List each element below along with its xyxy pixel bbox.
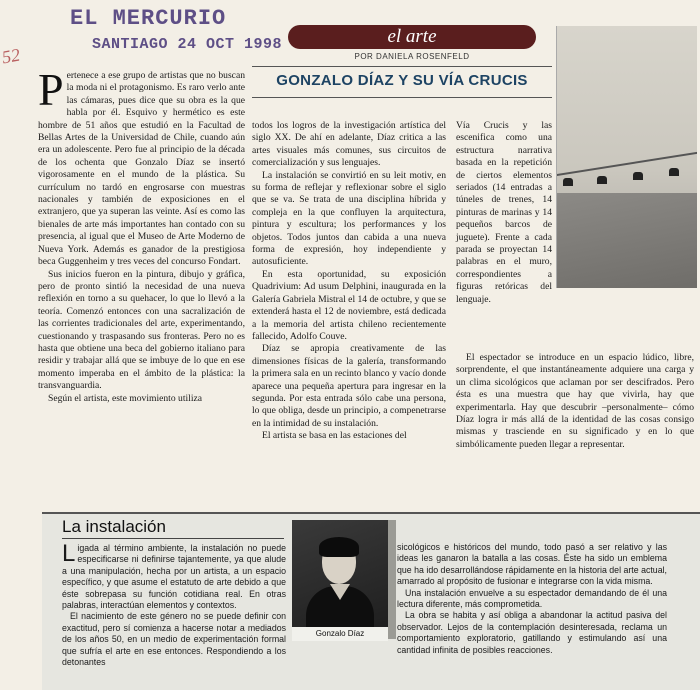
article-dropcap: P	[38, 64, 64, 115]
article-column-3	[456, 120, 552, 306]
article-column-2	[252, 120, 446, 443]
date-stamp: SANTIAGO 24 OCT 1998	[92, 36, 283, 53]
article-paragraph: El espectador se introduce en un espacio lúdico, libre, sorprendente, el que instantáneamente adquiere una carga y un clima sicológicos que aclaman por ser descifrados. Pero ésta es una muestra que hay que vivirla, hay que experimentarla. Hay que descubrir –personalmente– cómo Díaz logra ir más allá de la identidad de las cosas consigo mismas y trasciende en su significado y en lo que simbólicamente pueden llegar a representar.	[456, 352, 694, 450]
headline-rule	[252, 97, 552, 98]
article-column-3-wide	[456, 352, 694, 451]
photo-toy-boat	[669, 168, 679, 176]
article-paragraph: ertenece a ese grupo de artistas que no buscan la moda ni el protagonismo. Es raro verlo ante las cámaras, pues dice que su obra es la que habla por él. Esquivo y hermético es este hombre de 51 años que estudió en la Facultad de Bellas Artes de la Universidad de Chile, cuando aún era un adolescente. Pero fue al principio de la década de los ochenta que Gonzalo Díaz se insertó vigorosamente en el mundo de la plástica. Su currículum no tardó en engrosarse con muestras nacionales y también de exposiciones en el extranjero, que ya superan las veinte. Así es como las bienales de arte más importantes han contado con su presencia, al igual que el Museo de Arte Moderno de Nueva York. Además es ganador de la prestigiosa beca Guggenheim y tres veces del concurso Fondart.	[38, 70, 245, 268]
sidebar-paragraph: El nacimiento de este género no se puede definir con exactitud, pero sí comienza a hacerse notar a mediados de los años 50, en un medio de experimentación formal que sufría el arte en ese entonces. Respondiendo a los detonantes	[62, 611, 286, 668]
newspaper-stamp: EL MERCURIO	[70, 6, 227, 31]
portrait-hair	[319, 537, 359, 557]
photo-toy-boat	[563, 178, 573, 186]
article-paragraph: Sus inicios fueron en la pintura, dibujo y gráfica, pero de pronto sintió la necesidad de una nueva reflexión en torno a su quehacer, lo que lo llevó a la teoría. Comenzó entonces con una sacralización de las corrientes tradicionales del arte, experimentando, cuestionando y traspasando sus fronteras. Pero no es hasta que obtiene una beca del gobierno italiano para residir y trabajar allá que se imbuye de lo que en ese momento imperaba en el ámbito de la plástica: la transvanguardia.	[38, 268, 245, 392]
sidebar-paragraph: igada al término ambiente, la instalación no puede especificarse ni definirse tajantemente, ya que alude a una manipulación, hecha por un artista, a un espacio específico, y que asume el estatuto de arte debido a que éste sobrepasa su función cotidiana real. En otras palabras, interactúan elementos y contextos.	[62, 543, 286, 611]
article-paragraph: El artista se basa en las estaciones del	[262, 430, 407, 442]
sidebar-paragraph: La obra se habita y así obliga a abandonar la actitud pasiva del observador. Lejos de la contemplación desinteresada, reclama un comportamiento exploratorio, gatillando y estimulando así una cantidad infinita de posibles reacciones.	[397, 610, 667, 655]
section-banner: el arte	[288, 25, 536, 49]
photo-toy-boat	[597, 176, 607, 184]
article-paragraph: Vía Crucis y las escenifica como una estructura narrativa basada en la repetición de ciertos elementos seriados (14 entradas a túneles de trenes, 14 pinturas de marinas y 14 pequeños barcos de juguete). Frente a cada parada se proyectan 14 palabras en el muro, correspondientes a figuras retóricas del lenguaje.	[456, 120, 552, 305]
sidebar-column-1	[62, 540, 286, 668]
article-paragraph: todos los logros de la investigación artística del siglo XX. De ahí en adelante, Díaz critica a las artes visuales más comunes, sus circuitos de comercialización y sus lenguajes.	[252, 120, 446, 169]
handwritten-margin-mark: 52	[0, 44, 22, 68]
portrait-caption: Gonzalo Díaz	[292, 627, 388, 641]
gallery-installation-photo	[556, 26, 697, 288]
article-paragraph: Díaz se apropia creativamente de las dimensiones físicas de la galería, transformando la primera sala en un recinto blanco y vacío donde aparece una pequeña apertura para ingresar en la segunda. Por esta entrada sólo cabe una persona, lo que obliga, desde un principio, a compenetrarse en la intimidad de su instalación.	[252, 343, 446, 429]
sidebar-dropcap: L	[62, 540, 76, 567]
byline: POR DANIELA ROSENFELD	[354, 52, 470, 61]
headline-rule	[252, 66, 552, 67]
sidebar-title: La instalación	[62, 517, 166, 536]
article-paragraph: Según el artista, este movimiento utiliza	[48, 392, 202, 404]
portrait-side-shadow	[388, 520, 396, 639]
sidebar-paragraph: sicológicos e históricos del mundo, todo pasó a ser relativo y las ideas les ganaron la batalla a las cosas. Éste ha sido un emblema que ha ido desarrollándose rápidamente en la historia del arte actual, amarrado al propósito de fusionar e integrarse con la vida misma.	[397, 542, 667, 587]
article-headline: GONZALO DÍAZ Y SU VÍA CRUCIS	[276, 72, 528, 89]
photo-toy-boat	[633, 172, 643, 180]
sidebar-column-2	[397, 542, 667, 656]
sidebar-paragraph: Una instalación envuelve a su espectador demandando de él una lectura diferente, más comprometida.	[397, 587, 667, 610]
article-paragraph: La instalación se convirtió en su leit motiv, en su forma de reflejar y reflexionar sobre el siglo que se va. Se trata de una disciplina híbrida y compleja en la que confluyen la arquitectura, pintura y escultura; los performances y los objetos. Todos juntos dan cabida a una nueva forma de expresión, hoy independiente y autosuficiente.	[252, 169, 446, 268]
article-column-1	[38, 64, 245, 405]
article-paragraph: En esta oportunidad, su exposición Quadrivium: Ad usum Delphini, inaugurada en la Galería Gabriela Mistral el 14 de octubre, y que se extenderá hasta el 12 de noviembre, está dedicada a la memoria del artista chileno recientemente fallecido, Adolfo Couve.	[252, 268, 446, 342]
artist-portrait	[292, 520, 388, 639]
sidebar-title-rule	[62, 538, 284, 539]
photo-floor	[557, 193, 697, 288]
